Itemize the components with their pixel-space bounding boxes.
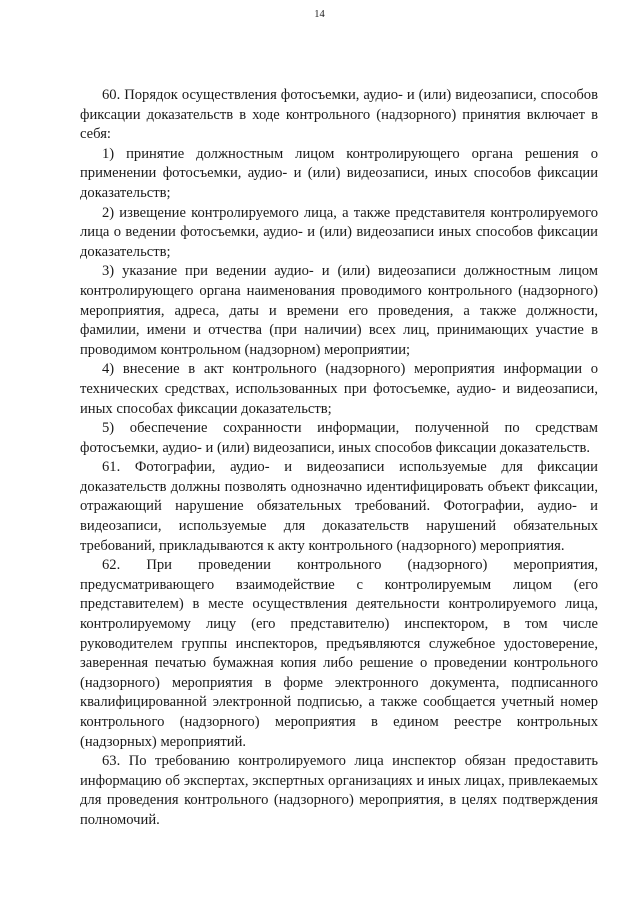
document-body	[80, 86, 598, 831]
paragraph-61: 61. Фотографии, аудио- и видеозаписи используемые для фиксации доказательств должны позволять однозначно идентифицировать объект фиксации, отражающий нарушение обязательных требований. Фотографии, аудио- и видеозаписи, используемые для доказательств нарушений обязательных требований, прикладываются к акту контрольного (надзорного) мероприятия.	[80, 459, 598, 554]
paragraph-60: 60. Порядок осуществления фотосъемки, аудио- и (или) видеозаписи, способов фиксации доказательств в ходе контрольного (надзорного) принятия включает в себя:	[80, 87, 598, 143]
list-item-1: 1) принятие должностным лицом контролирующего органа решения о применении фотосъемки, аудио- и (или) видеозаписи, иных способов фиксации доказательств;	[80, 145, 598, 201]
paragraph-62: 62. При проведении контрольного (надзорного) мероприятия, предусматривающего взаимодействие с контролируемым лицом (его представителем) в месте осуществления деятельности контролируемого лица, контролируемому лицу (его представителю) инспектором, в том числе руководителем группы инспекторов, предъявляются служебное удостоверение, заверенная печатью бумажная копия либо решение о проведении контрольного (надзорного) мероприятия в форме электронного документа, подписанного квалифицированной электронной подписью, а также сообщается учетный номер контрольного (надзорного) мероприятия в едином реестре контрольных (надзорных) мероприятий.	[80, 557, 598, 750]
list-item-4: 4) внесение в акт контрольного (надзорного) мероприятия информации о технических средствах, использованных при фотосъемке, аудио- и видеозаписи, иных способах фиксации доказательств;	[80, 361, 598, 417]
page-number: 14	[314, 9, 325, 20]
paragraph-63: 63. По требованию контролируемого лица инспектор обязан предоставить информацию об экспертах, экспертных организациях и иных лицах, привлекаемых для проведения контрольного (надзорного) мероприятия, в целях подтверждения полномочий.	[80, 753, 598, 828]
list-item-5: 5) обеспечение сохранности информации, полученной по средствам фотосъемки, аудио- и (или) видеозаписи, иных способов фиксации доказательств.	[80, 420, 598, 456]
list-item-3: 3) указание при ведении аудио- и (или) видеозаписи должностным лицом контролирующего органа наименования проводимого контрольного (надзорного) мероприятия, адреса, даты и времени его проведения, а также должности, фамилии, имени и отчества (при наличии) всех лиц, принимающих участие в проводимом контрольном (надзорном) мероприятии;	[80, 263, 598, 358]
list-item-2: 2) извещение контролируемого лица, а также представителя контролируемого лица о ведении фотосъемки, аудио- и (или) видеозаписи иных способов фиксации доказательств;	[80, 204, 598, 260]
